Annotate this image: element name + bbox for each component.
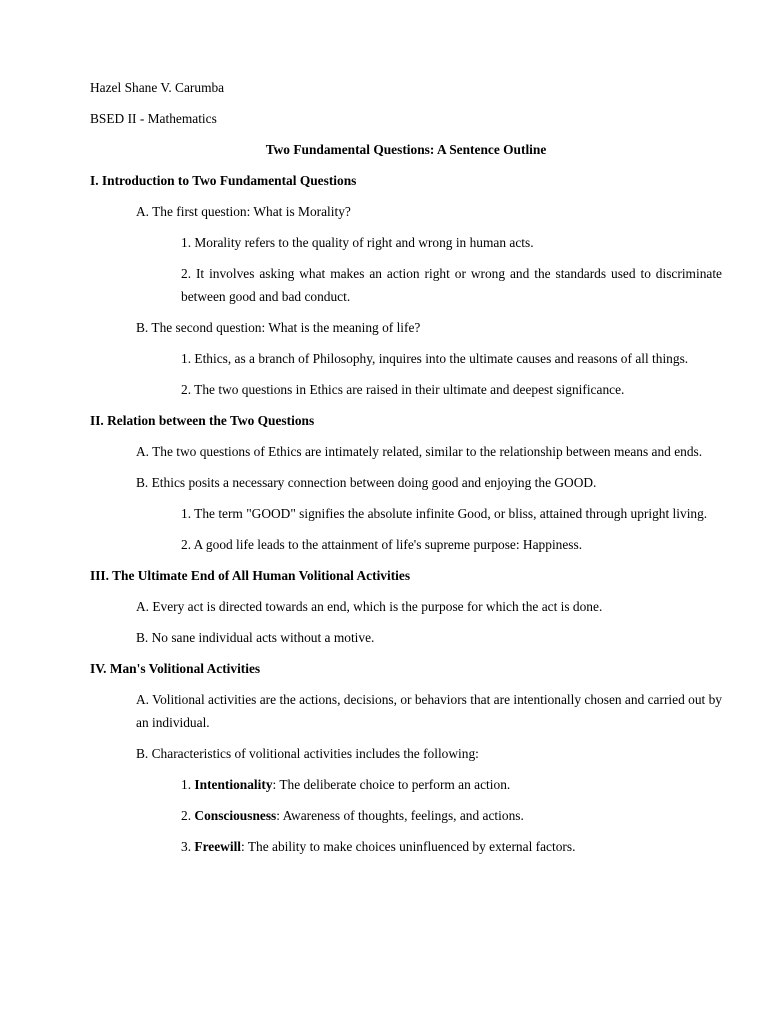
outline-item-2b1: 1. The term "GOOD" signifies the absolute infinite Good, or bliss, attained through upright living.: [181, 506, 708, 521]
course-name: BSED II - Mathematics: [90, 111, 217, 126]
characteristic-number: 2.: [181, 808, 192, 823]
outline-item-2b2: 2. A good life leads to the attainment of life's supreme purpose: Happiness.: [181, 537, 583, 552]
outline-item-1a1: 1. Morality refers to the quality of right and wrong in human acts.: [181, 235, 534, 250]
outline-item-1b: B. The second question: What is the meaning of life?: [136, 320, 421, 335]
outline-item-1a2: 2. It involves asking what makes an action right or wrong and the standards used to discriminate between good and bad conduct.: [181, 266, 722, 304]
section-heading-3: III. The Ultimate End of All Human Volitional Activities: [90, 568, 411, 583]
section-heading-1: I. Introduction to Two Fundamental Questions: [90, 173, 357, 188]
characteristic-number: 3.: [181, 839, 192, 854]
outline-item-3a: A. Every act is directed towards an end, which is the purpose for which the act is done.: [136, 599, 603, 614]
section-heading-4: IV. Man's Volitional Activities: [90, 661, 261, 676]
characteristic-term: Intentionality: [194, 777, 273, 792]
outline-item-3b: B. No sane individual acts without a motive.: [136, 630, 375, 645]
outline-item-2b: B. Ethics posits a necessary connection between doing good and enjoying the GOOD.: [136, 475, 597, 490]
characteristic-description: : The deliberate choice to perform an action.: [272, 777, 511, 792]
characteristic-item: [90, 773, 722, 796]
author-name: Hazel Shane V. Carumba: [90, 80, 225, 95]
characteristic-item: [90, 835, 722, 858]
section-heading-2: II. Relation between the Two Questions: [90, 413, 315, 428]
characteristic-term: Freewill: [194, 839, 242, 854]
outline-item-1b1: 1. Ethics, as a branch of Philosophy, inquires into the ultimate causes and reasons of all things.: [181, 351, 689, 366]
document-body: [90, 76, 722, 866]
outline-item-4b: B. Characteristics of volitional activities includes the following:: [136, 746, 479, 761]
characteristic-description: : Awareness of thoughts, feelings, and actions.: [276, 808, 524, 823]
characteristic-number: 1.: [181, 777, 192, 792]
outline-item-4a: A. Volitional activities are the actions, decisions, or behaviors that are intentionally chosen and carried out by an individual.: [136, 692, 722, 730]
outline-item-1b2: 2. The two questions in Ethics are raised in their ultimate and deepest significance.: [181, 382, 625, 397]
characteristic-item: [90, 804, 722, 827]
outline-item-1a: A. The first question: What is Morality?: [136, 204, 351, 219]
characteristic-description: : The ability to make choices uninfluenced by external factors.: [241, 839, 576, 854]
characteristic-term: Consciousness: [194, 808, 277, 823]
document-title: Two Fundamental Questions: A Sentence Outline: [265, 142, 547, 157]
outline-item-2a: A. The two questions of Ethics are intimately related, similar to the relationship between means and ends.: [136, 444, 703, 459]
